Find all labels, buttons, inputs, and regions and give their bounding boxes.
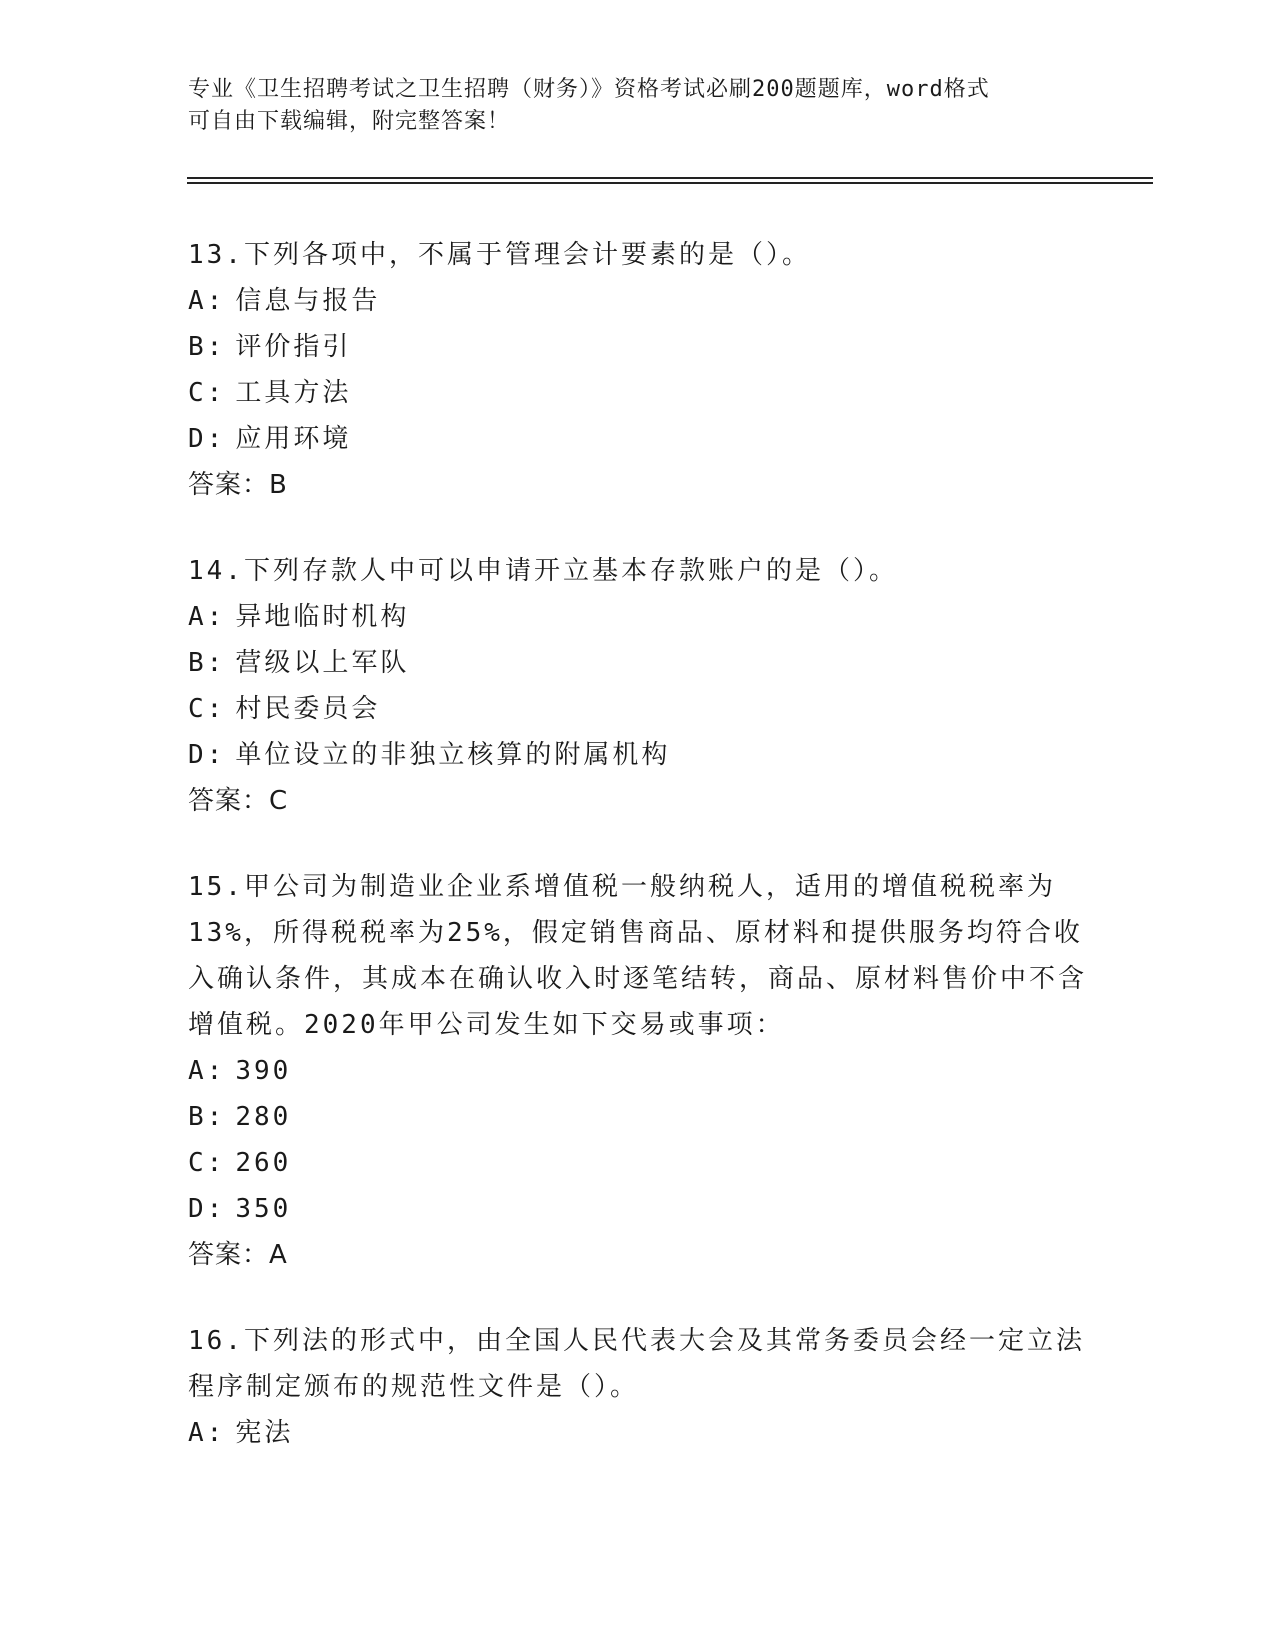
option-text: 异地临时机构 (235, 602, 410, 632)
option-a (188, 1048, 1088, 1094)
option-key: A: (188, 286, 226, 316)
option-b (188, 640, 1088, 686)
question-stem: 14.下列存款人中可以申请开立基本存款账户的是（）。 (188, 556, 898, 586)
option-key: D: (188, 424, 226, 454)
header-title-line-2: 可自由下载编辑，附完整答案！ (188, 109, 511, 134)
question-15 (188, 864, 1088, 1278)
option-key: D: (188, 740, 226, 770)
option-c (188, 370, 1088, 416)
option-text: 应用环境 (235, 424, 352, 454)
answer-line: 答案：A (188, 1240, 288, 1270)
question-stem: 15.甲公司为制造业企业系增值税一般纳税人，适用的增值税税率为13%，所得税税率为25%，假定销售商品、原材料和提供服务均符合收入确认条件，其成本在确认收入时逐笔结转，商品、原材料售价中不含增值税。2020年甲公司发生如下交易或事项： (188, 872, 1088, 1040)
option-d (188, 416, 1088, 462)
option-key: B: (188, 648, 226, 678)
option-text: 工具方法 (235, 378, 352, 408)
answer-line: 答案：B (188, 470, 288, 500)
option-text: 村民委员会 (235, 694, 381, 724)
option-text: 营级以上军队 (235, 648, 410, 678)
option-text: 宪法 (235, 1418, 294, 1448)
option-text: 350 (235, 1194, 292, 1224)
option-key: D: (188, 1194, 226, 1224)
header-title-line-1: 专业《卫生招聘考试之卫生招聘（财务）》资格考试必刷200题题库，word格式 (188, 77, 990, 102)
header-divider-bottom (187, 182, 1153, 184)
option-key: A: (188, 602, 226, 632)
option-b (188, 324, 1088, 370)
document-header (188, 74, 1088, 138)
option-key: C: (188, 694, 226, 724)
option-c (188, 686, 1088, 732)
question-stem: 13.下列各项中，不属于管理会计要素的是（）。 (188, 240, 811, 270)
option-c (188, 1140, 1088, 1186)
option-key: A: (188, 1056, 226, 1086)
option-key: A: (188, 1418, 226, 1448)
question-14 (188, 548, 1088, 824)
question-16 (188, 1318, 1088, 1456)
option-text: 280 (235, 1102, 292, 1132)
option-d (188, 1186, 1088, 1232)
option-a (188, 594, 1088, 640)
option-text: 260 (235, 1148, 292, 1178)
question-stem: 16.下列法的形式中，由全国人民代表大会及其常务委员会经一定立法程序制定颁布的规范性文件是（）。 (188, 1326, 1085, 1402)
header-divider-top (187, 177, 1153, 179)
answer-line: 答案：C (188, 786, 289, 816)
option-b (188, 1094, 1088, 1140)
option-a (188, 278, 1088, 324)
question-list (188, 232, 1088, 1496)
option-text: 信息与报告 (235, 286, 381, 316)
option-text: 评价指引 (235, 332, 352, 362)
option-a (188, 1410, 1088, 1456)
option-key: B: (188, 1102, 226, 1132)
option-d (188, 732, 1088, 778)
option-text: 单位设立的非独立核算的附属机构 (235, 740, 671, 770)
option-key: C: (188, 1148, 226, 1178)
option-text: 390 (235, 1056, 292, 1086)
option-key: C: (188, 378, 226, 408)
question-13 (188, 232, 1088, 508)
option-key: B: (188, 332, 226, 362)
